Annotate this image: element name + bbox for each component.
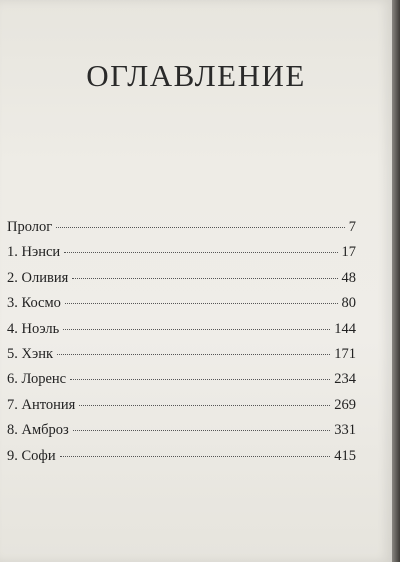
toc-entry	[7, 346, 356, 371]
toc-entry-title: 7. Антония	[7, 396, 76, 413]
toc-entry-title: 6. Лоренс	[7, 371, 67, 388]
toc-entry-title: 9. Софи	[7, 447, 56, 464]
toc-entry-title: 1. Нэнси	[7, 244, 61, 261]
dot-leader	[63, 329, 330, 330]
dot-leader	[65, 303, 338, 304]
dot-leader	[79, 405, 330, 406]
toc-entry	[7, 371, 356, 396]
toc-entry-page: 17	[341, 244, 356, 261]
toc-entry-page: 48	[341, 269, 356, 286]
toc-entry	[7, 422, 356, 447]
dot-leader	[57, 354, 330, 355]
toc-entry-page: 80	[341, 295, 356, 312]
toc-entry-title: 3. Космо	[7, 295, 61, 312]
toc-entry	[7, 448, 356, 473]
dot-leader	[60, 456, 331, 457]
contents-heading: ОГЛАВЛЕНИЕ	[86, 58, 306, 93]
toc-entry-title: Пролог	[7, 219, 53, 235]
toc-entry-page: 171	[334, 345, 356, 362]
dot-leader	[72, 278, 337, 279]
dot-leader	[56, 227, 345, 228]
toc-entry	[7, 270, 356, 295]
toc-entry-title: 8. Амброз	[7, 422, 69, 439]
page-edge	[392, 0, 400, 562]
toc-entry	[7, 219, 356, 244]
table-of-contents	[7, 219, 356, 473]
toc-entry	[7, 244, 356, 269]
toc-entry	[7, 321, 356, 346]
toc-entry-title: 4. Ноэль	[7, 320, 60, 337]
toc-entry-page: 234	[334, 371, 356, 388]
toc-entry-page: 331	[334, 422, 356, 439]
toc-entry-page: 144	[334, 320, 356, 337]
dot-leader	[64, 252, 337, 253]
toc-entry-page: 7	[348, 219, 356, 235]
toc-entry-title: 2. Оливия	[7, 269, 69, 286]
toc-entry	[7, 295, 356, 320]
dot-leader	[70, 379, 330, 380]
toc-entry-title: 5. Хэнк	[7, 345, 53, 362]
dot-leader	[73, 430, 330, 431]
toc-entry	[7, 397, 356, 422]
toc-entry-page: 269	[334, 396, 356, 413]
toc-entry-page: 415	[334, 447, 356, 464]
